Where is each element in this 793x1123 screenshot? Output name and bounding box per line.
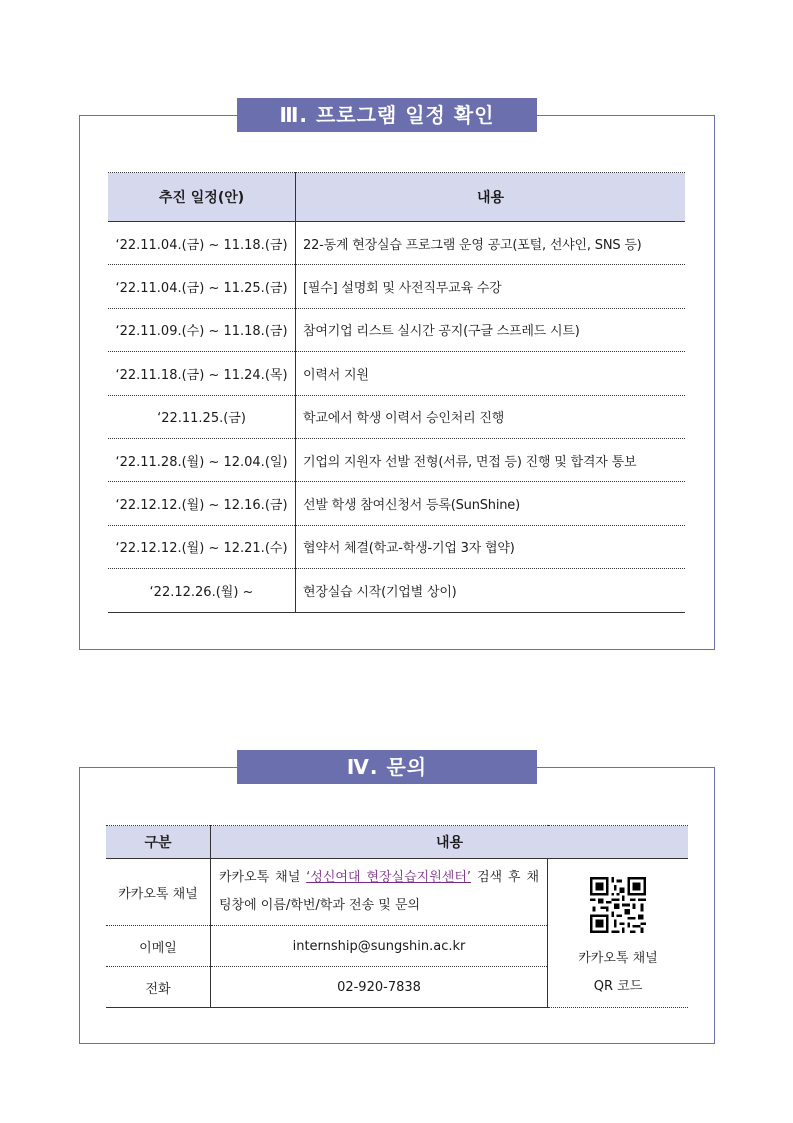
phone-value[interactable]: 02-920-7838: [211, 967, 548, 1008]
table-row: [108, 569, 685, 612]
inquiry-table: [106, 825, 688, 1008]
schedule-date: ‘22.11.04.(금) ~ 11.25.(금): [108, 265, 296, 308]
schedule-content: 협약서 체결(학교-학생-기업 3자 협약): [296, 525, 686, 568]
email-label: 이메일: [106, 926, 211, 967]
table-row: [108, 438, 685, 481]
email-value[interactable]: internship@sungshin.ac.kr: [211, 926, 548, 967]
table-row: [108, 308, 685, 351]
schedule-header-content: 내용: [296, 173, 686, 222]
schedule-content: [필수] 설명회 및 사전직무교육 수강: [296, 265, 686, 308]
kakao-description-text: [211, 864, 547, 920]
table-row: [108, 352, 685, 395]
schedule-date: ‘22.11.04.(금) ~ 11.18.(금): [108, 222, 296, 265]
kakao-desc-suffix: 검색 후 채팅창에 이름/학번/학과 전송 및 문의: [219, 870, 539, 913]
schedule-date: ‘22.11.09.(수) ~ 11.18.(금): [108, 308, 296, 351]
kakao-channel-link[interactable]: ‘성신여대 현장실습지원센터’: [306, 870, 472, 885]
schedule-content: 선발 학생 참여신청서 등록(SunShine): [296, 482, 686, 525]
kakao-label: 카카오톡 채널: [106, 859, 211, 926]
table-row: [108, 265, 685, 308]
schedule-date: ‘22.11.28.(월) ~ 12.04.(일): [108, 438, 296, 481]
qr-label-line2: QR 코드: [593, 979, 643, 994]
table-row: [108, 482, 685, 525]
inquiry-header-category: 구분: [106, 826, 211, 859]
table-row: [108, 222, 685, 265]
schedule-date: ‘22.11.18.(금) ~ 11.24.(목): [108, 352, 296, 395]
schedule-table: [108, 172, 685, 613]
table-row: [106, 859, 688, 926]
kakao-desc-prefix: 카카오톡 채널: [219, 870, 307, 885]
schedule-content: 학교에서 학생 이력서 승인처리 진행: [296, 395, 686, 438]
schedule-date: ‘22.12.12.(월) ~ 12.16.(금): [108, 482, 296, 525]
schedule-section-title: Ⅲ. 프로그램 일정 확인: [237, 98, 537, 132]
schedule-header-row: [108, 173, 685, 222]
qr-code-icon[interactable]: [590, 877, 646, 933]
qr-wrap: [548, 859, 688, 1001]
table-row: [108, 395, 685, 438]
schedule-content: 참여기업 리스트 실시간 공지(구글 스프레드 시트): [296, 308, 686, 351]
schedule-content: 이력서 지원: [296, 352, 686, 395]
schedule-content: 22-동계 현장실습 프로그램 운영 공고(포털, 선샤인, SNS 등): [296, 222, 686, 265]
schedule-date: ‘22.11.25.(금): [108, 395, 296, 438]
table-row: [108, 525, 685, 568]
qr-label-line1: 카카오톡 채널: [578, 951, 658, 966]
inquiry-header-row: [106, 826, 688, 859]
schedule-header-date: 추진 일정(안): [108, 173, 296, 222]
schedule-date: ‘22.12.12.(월) ~ 12.21.(수): [108, 525, 296, 568]
schedule-content: 현장실습 시작(기업별 상이): [296, 569, 686, 612]
schedule-date: ‘22.12.26.(월) ~: [108, 569, 296, 612]
schedule-content: 기업의 지원자 선발 전형(서류, 면접 등) 진행 및 합격자 통보: [296, 438, 686, 481]
phone-label: 전화: [106, 967, 211, 1008]
kakao-description: [211, 859, 548, 926]
inquiry-header-content: 내용: [211, 826, 689, 859]
inquiry-section-title: Ⅳ. 문의: [237, 750, 537, 784]
qr-cell: [548, 859, 689, 1008]
